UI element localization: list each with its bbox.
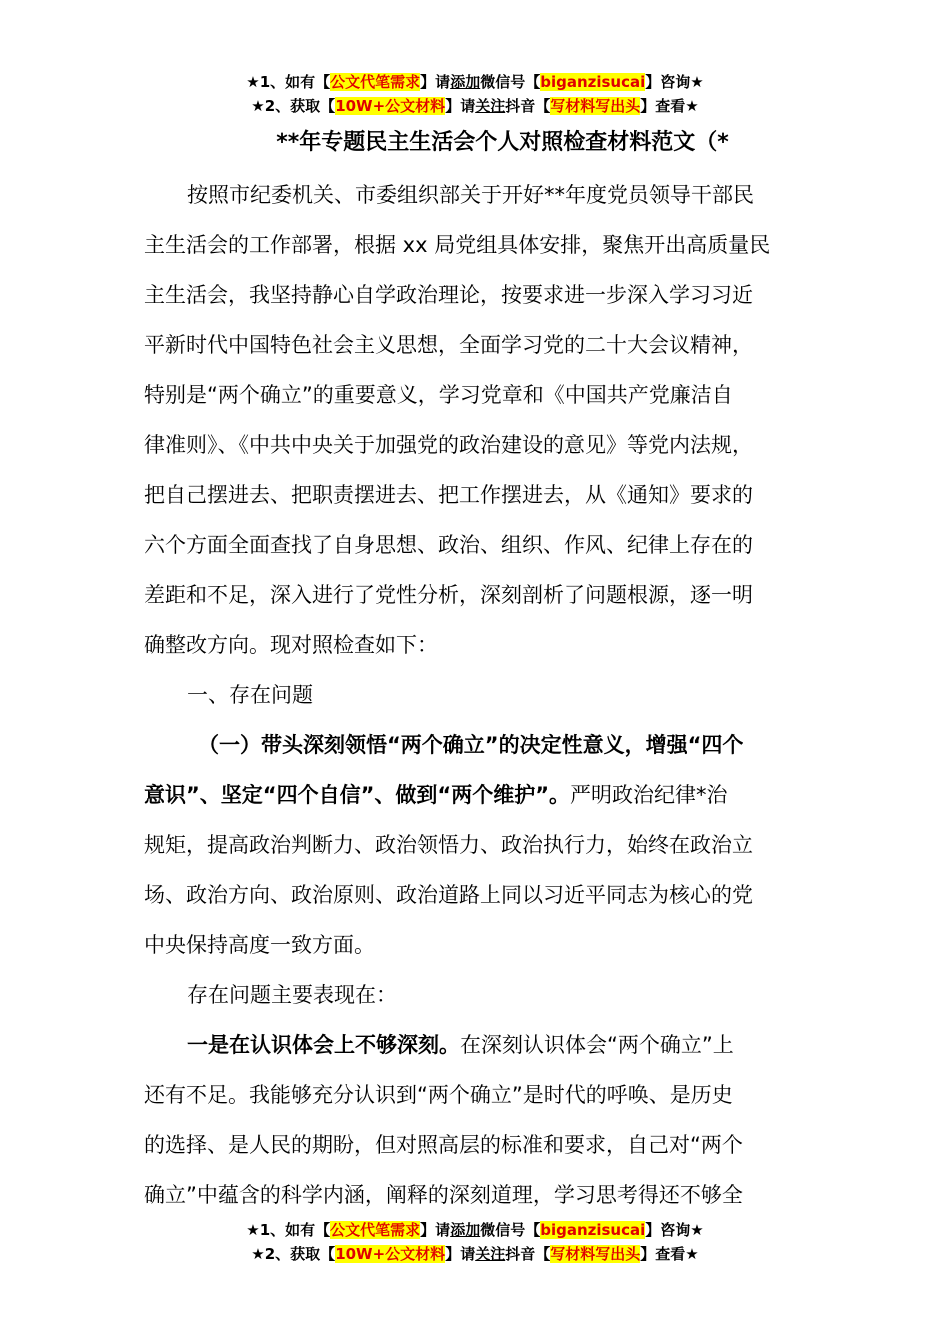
paragraph-line: 的选择、是人民的期盼，但对照高层的标准和要求，自己对“两个 xyxy=(144,1133,743,1157)
banner-underlined-text: 添加 xyxy=(450,1221,481,1239)
problems-intro: 存在问题主要表现在： xyxy=(187,983,397,1007)
banner-underlined-text: 添加 xyxy=(450,73,481,91)
item-heading-tail: 严明政治纪律*治 xyxy=(570,783,728,807)
banner-text: 】查看★ xyxy=(640,97,699,115)
paragraph-line: 中央保持高度一致方面。 xyxy=(144,933,375,957)
banner-text: 】请 xyxy=(445,97,476,115)
paragraph-line: 差距和不足，深入进行了党性分析，深刻剖析了问题根源，逐一明 xyxy=(144,583,753,607)
paragraph-line: 律准则》、《中共中央关于加强党的政治建设的意见》等党内法规， xyxy=(144,433,753,457)
top-banner-line-2 xyxy=(0,96,950,116)
banner-text: 】咨询★ xyxy=(645,73,704,91)
banner-highlight-materials: 10W+公文材料 xyxy=(335,97,446,115)
paragraph-line: 特别是“两个确立”的重要意义，学习党章和《中国共产党廉洁自 xyxy=(144,383,733,407)
banner-underlined-text: 关注 xyxy=(475,1245,506,1263)
item-heading-bold: 意识”、坚定“四个自信”、做到“两个维护”。 xyxy=(144,783,571,807)
banner-underlined-text: 关注 xyxy=(475,97,506,115)
banner-text: 2、获取【 xyxy=(264,97,336,115)
paragraph-line: 六个方面全面查找了自身思想、政治、组织、作风、纪律上存在的 xyxy=(144,533,753,557)
banner-text: 1、如有【 xyxy=(259,1221,331,1239)
paragraph-line: 还有不足。我能够充分认识到“两个确立”是时代的呼唤、是历史 xyxy=(144,1083,733,1107)
paragraph-line: 规矩，提高政治判断力、政治领悟力、政治执行力，始终在政治立 xyxy=(144,833,753,857)
banner-text: 】请 xyxy=(445,1245,476,1263)
banner-text: 】查看★ xyxy=(640,1245,699,1263)
paragraph-line: 按照市纪委机关、市委组织部关于开好**年度党员领导干部民 xyxy=(187,183,754,207)
banner-text: 】请 xyxy=(420,73,451,91)
paragraph-line: 平新时代中国特色社会主义思想，全面学习党的二十大会议精神， xyxy=(144,333,753,357)
paragraph-line: 确立”中蕴含的科学内涵，阐释的深刻道理，学习思考得还不够全 xyxy=(144,1183,743,1207)
item-heading-line xyxy=(144,770,834,820)
star-icon: ★ xyxy=(246,73,260,91)
paragraph-line: 场、政治方向、政治原则、政治道路上同以习近平同志为核心的党 xyxy=(144,883,753,907)
banner-text: 】请 xyxy=(420,1221,451,1239)
banner-highlight-douyin: 写材料写出头 xyxy=(550,1245,641,1263)
point-lead-bold: 一是在认识体会上不够深刻。 xyxy=(187,1033,460,1057)
point-line xyxy=(144,1020,834,1070)
top-banner-line-1 xyxy=(0,72,950,92)
banner-text: 】咨询★ xyxy=(645,1221,704,1239)
paragraph-line: 主生活会的工作部署，根据 xx 局党组具体安排，聚焦开出高质量民 xyxy=(144,233,771,257)
bottom-banner-line-1 xyxy=(0,1220,950,1240)
document-title: **年专题民主生活会个人对照检查材料范文（* xyxy=(276,130,729,155)
paragraph-line: 确整改方向。现对照检查如下： xyxy=(144,633,438,657)
banner-text: 微信号【 xyxy=(480,73,541,91)
banner-highlight-service: 公文代笔需求 xyxy=(330,1221,421,1239)
banner-highlight-wechat-id: biganzisucai xyxy=(540,73,646,91)
point-lead-tail: 在深刻认识体会“两个确立”上 xyxy=(460,1033,734,1057)
star-icon: ★ xyxy=(246,1221,260,1239)
banner-highlight-douyin: 写材料写出头 xyxy=(550,97,641,115)
star-icon: ★ xyxy=(251,1245,265,1263)
banner-text: 2、获取【 xyxy=(264,1245,336,1263)
paragraph-line: 主生活会，我坚持静心自学政治理论，按要求进一步深入学习习近 xyxy=(144,283,753,307)
item-heading-line: （一）带头深刻领悟“两个确立”的决定性意义，增强“四个 xyxy=(198,733,744,757)
banner-text: 抖音【 xyxy=(505,1245,551,1263)
banner-text: 微信号【 xyxy=(480,1221,541,1239)
paragraph-line: 把自己摆进去、把职责摆进去、把工作摆进去，从《通知》要求的 xyxy=(144,483,753,507)
banner-text: 1、如有【 xyxy=(259,73,331,91)
banner-text: 抖音【 xyxy=(505,97,551,115)
bottom-banner-line-2 xyxy=(0,1244,950,1264)
banner-highlight-service: 公文代笔需求 xyxy=(330,73,421,91)
star-icon: ★ xyxy=(251,97,265,115)
document-body xyxy=(144,170,834,1220)
banner-highlight-wechat-id: biganzisucai xyxy=(540,1221,646,1239)
section-heading: 一、存在问题 xyxy=(187,683,313,707)
banner-highlight-materials: 10W+公文材料 xyxy=(335,1245,446,1263)
